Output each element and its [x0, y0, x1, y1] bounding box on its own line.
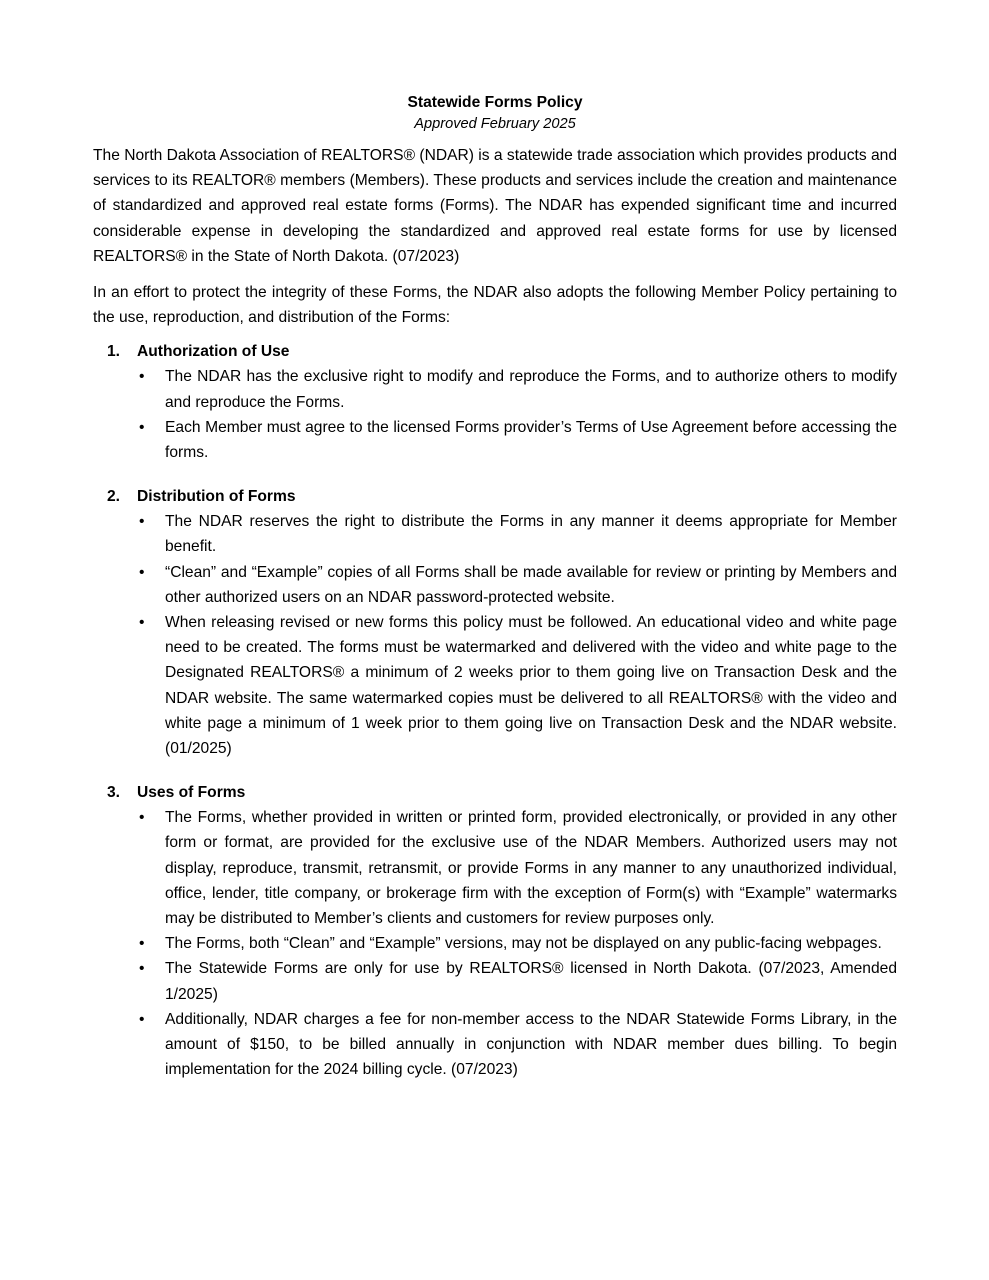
- section-authorization-of-use: [93, 339, 897, 465]
- bullet-icon: •: [139, 368, 145, 386]
- list-item: [93, 610, 897, 761]
- list-item: [93, 560, 897, 610]
- bullet-icon: •: [139, 614, 145, 632]
- section-number: 1.: [107, 343, 121, 361]
- list-item: [93, 956, 897, 1006]
- section-title: Authorization of Use: [137, 343, 290, 361]
- section-heading: [93, 339, 897, 364]
- list-item-text: The Forms, whether provided in written or printed form, provided electronically, or provided in any other form or format, are provided for the exclusive use of the NDAR Members. Authorized users may not display, reproduce, transmit, retransmit, or provide Forms in any manner to any unauthorized individual, office, lender, title company, or brokerage firm with the exception of Form(s) with “Example” watermarks may be distributed to Member’s clients and customers for review purposes only.: [165, 809, 897, 928]
- list-item: [93, 415, 897, 465]
- intro-paragraph-2: In an effort to protect the integrity of these Forms, the NDAR also adopts the following Member Policy pertaining to the use, reproduction, and distribution of the Forms:: [93, 284, 897, 327]
- list-item-text: Additionally, NDAR charges a fee for non-member access to the NDAR Statewide Forms Library, in the amount of $150, to be billed annually in conjunction with NDAR member dues billing. To begin implementation for the 2024 billing cycle. (07/2023): [165, 1010, 897, 1079]
- list-item: [93, 931, 897, 956]
- list-item-text: “Clean” and “Example” copies of all Forms shall be made available for review or printing by Members and other authorized users on an NDAR password-protected website.: [165, 563, 897, 606]
- section-uses-of-forms: [93, 780, 897, 1082]
- section-number: 2.: [107, 488, 121, 506]
- section-title: Distribution of Forms: [137, 488, 296, 506]
- list-item-text: When releasing revised or new forms this policy must be followed. An educational video and white page need to be created. The forms must be watermarked and delivered with the video and white page to the Designated REALTORS® a minimum of 2 weeks prior to them going live on Transaction Desk and the NDAR website. The same watermarked copies must be delivered to all REALTORS® with the video and white page a minimum of 1 week prior to them going live on Transaction Desk and the NDAR website. (01/2025): [165, 614, 897, 758]
- list-item: [93, 364, 897, 414]
- document-subtitle: Approved February 2025: [414, 116, 576, 132]
- section-distribution-of-forms: [93, 484, 897, 761]
- section-heading: [93, 484, 897, 509]
- bullet-icon: •: [139, 809, 145, 827]
- bullet-icon: •: [139, 935, 145, 953]
- section-title: Uses of Forms: [137, 784, 246, 802]
- bullet-list: [93, 509, 897, 761]
- list-item-text: The NDAR has the exclusive right to modify and reproduce the Forms, and to authorize others to modify and reproduce the Forms.: [165, 368, 897, 411]
- document-page: [93, 92, 897, 1102]
- list-item: [93, 805, 897, 931]
- bullet-icon: •: [139, 960, 145, 978]
- list-item: [93, 1007, 897, 1083]
- document-title: Statewide Forms Policy: [407, 94, 583, 111]
- bullet-list: [93, 364, 897, 465]
- bullet-icon: •: [139, 418, 145, 436]
- list-item-text: The Forms, both “Clean” and “Example” versions, may not be displayed on any public-facing webpages.: [165, 935, 882, 953]
- bullet-icon: •: [139, 563, 145, 581]
- list-item-text: The NDAR reserves the right to distribute the Forms in any manner it deems appropriate for Member benefit.: [165, 513, 897, 556]
- list-item-text: Each Member must agree to the licensed Forms provider’s Terms of Use Agreement before accessing the forms.: [165, 418, 897, 462]
- bullet-icon: •: [139, 513, 145, 531]
- section-number: 3.: [107, 784, 121, 802]
- section-heading: [93, 780, 897, 805]
- bullet-list: [93, 805, 897, 1082]
- intro-paragraph: The North Dakota Association of REALTORS® (NDAR) is a statewide trade association which provides products and services to its REALTOR® members (Members). These products and services include the creation and maintenance of standardized and approved real estate forms (Forms). The NDAR has expended significant time and incurred considerable expense in developing the standardized and approved real estate forms for use by licensed REALTORS® in the State of North Dakota. (07/2023): [93, 147, 897, 265]
- list-item: [93, 509, 897, 559]
- policy-sections: [93, 339, 897, 1082]
- list-item-text: The Statewide Forms are only for use by REALTORS® licensed in North Dakota. (07/2023, Amended 1/2025): [165, 960, 897, 1003]
- bullet-icon: •: [139, 1010, 145, 1028]
